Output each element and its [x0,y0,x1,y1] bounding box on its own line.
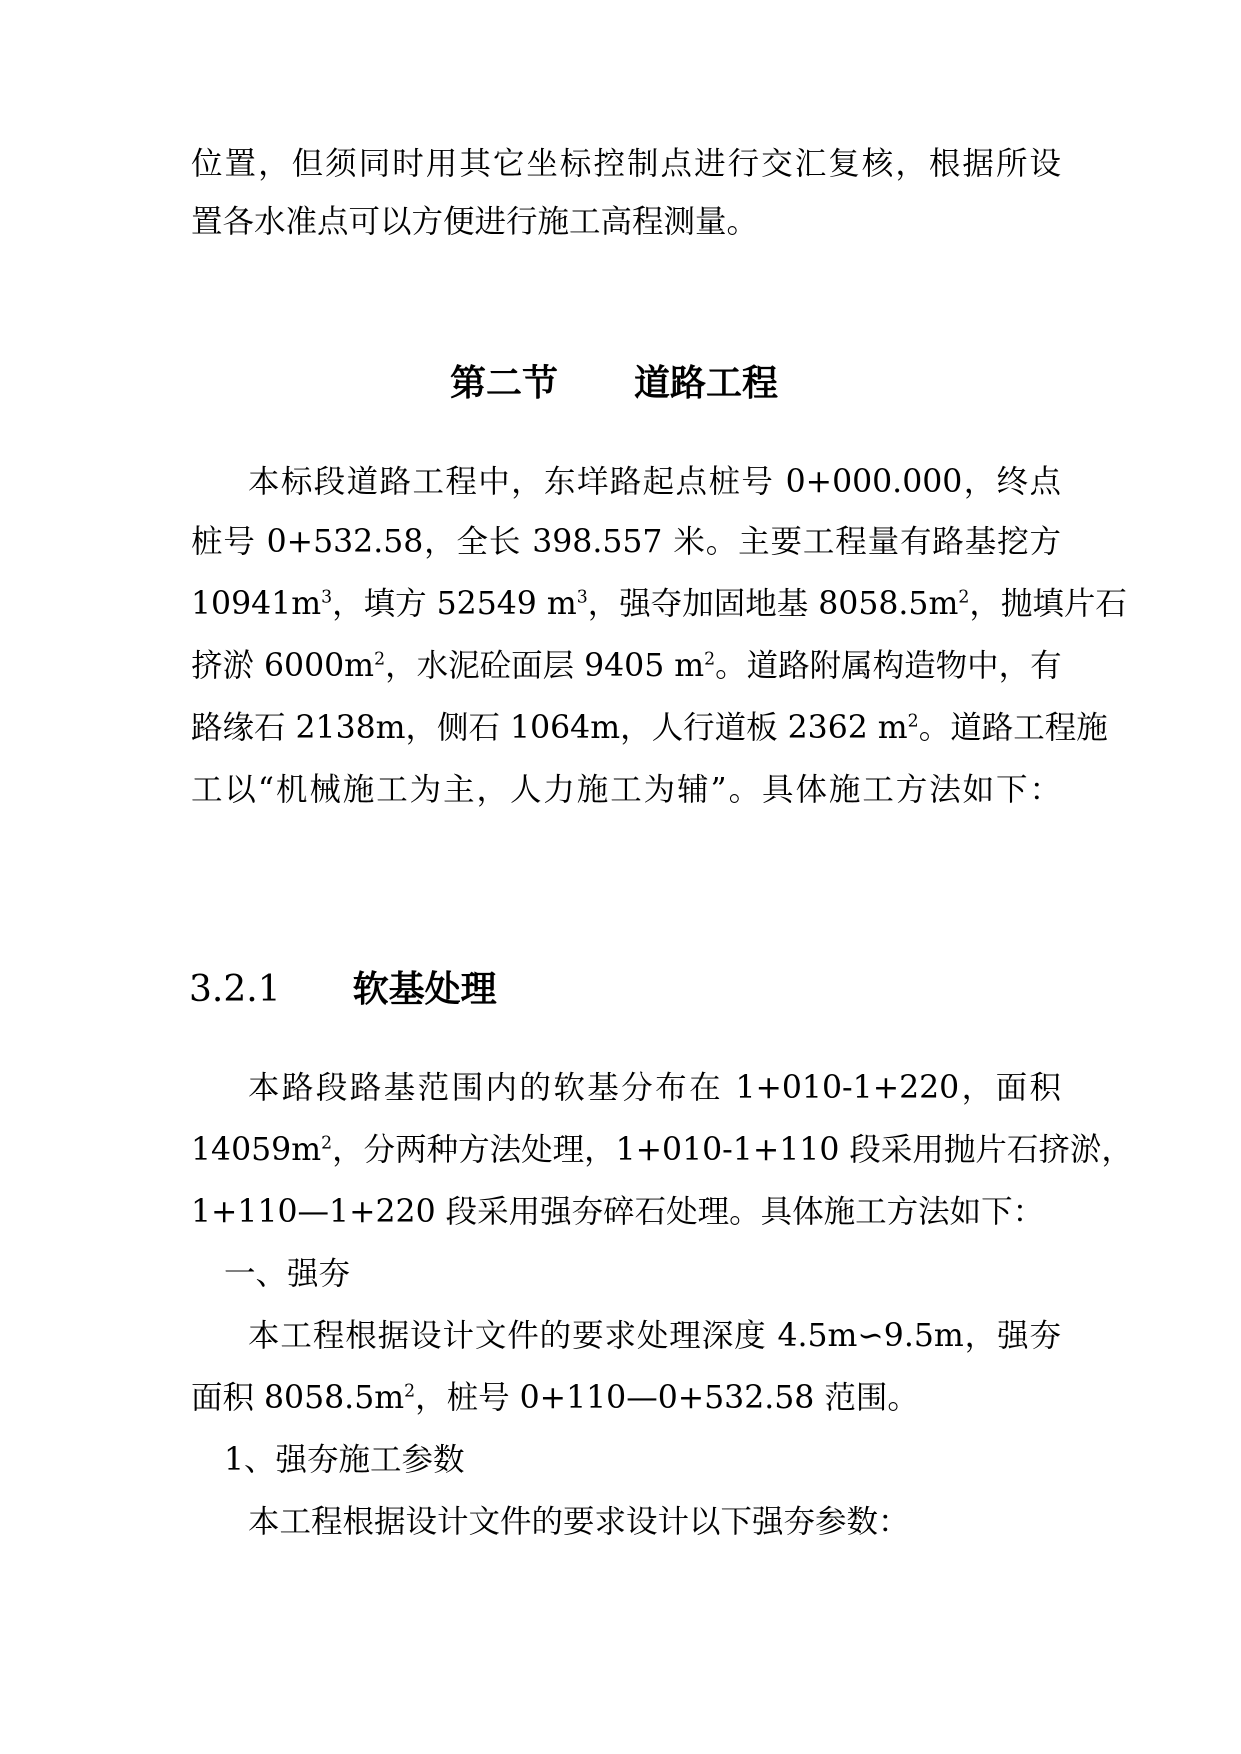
paragraph-line: $10941m^3$，填方 52549 $m^3$，强夺加固地基 $8058.5m^2$，抛填片石 [191,586,1127,622]
paragraph-line: 面积 $8058.5m^2$，桩号 0+110—0+532.58 范围。 [191,1380,919,1416]
section-title: 道路工程 [634,363,779,404]
paragraph-line: 工以“机械施工为主，人力施工为辅”。具体施工方法如下： [191,772,1061,808]
paragraph-line: 置各水准点可以方便进行施工高程测量。 [191,204,759,240]
paragraph-line: 本路段路基范围内的软基分布在 1+010-1+220，面积 [248,1070,1061,1106]
subsection-number: 3.2.1 [189,969,281,1010]
section-heading [450,362,778,406]
paragraph-line: 桩号 0+532.58，全长 398.557 米。主要工程量有路基挖方 [191,524,1061,560]
subsection-heading [189,968,497,1012]
paragraph-line: 本标段道路工程中，东垟路起点桩号 0+000.000，终点 [248,464,1061,500]
paragraph-line: $14059m^2$，分两种方法处理，1+010-1+110 段采用抛片石挤淤， [191,1132,1133,1168]
paragraph-line: 位置，但须同时用其它坐标控制点进行交汇复核，根据所设 [191,146,1061,182]
list-item: 1、强夯施工参数 [224,1442,465,1478]
paragraph-line: 路缘石 2138m，侧石 1064m，人行道板 2362 $m^2$。道路工程施 [191,710,1108,746]
paragraph-line: 本工程根据设计文件的要求设计以下强夯参数： [248,1504,910,1540]
subsection-title: 软基处理 [352,969,497,1010]
section-label: 第二节 [450,363,559,404]
paragraph-line: 本工程根据设计文件的要求处理深度 4.5m∽9.5m，强夯 [248,1318,1061,1354]
paragraph-line: 挤淤 $6000m^2$，水泥砼面层 9405 $m^2$。道路附属构造物中，有 [191,648,1062,684]
paragraph-line: 1+110—1+220 段采用强夯碎石处理。具体施工方法如下： [191,1194,1045,1230]
list-item: 一、强夯 [224,1256,351,1292]
